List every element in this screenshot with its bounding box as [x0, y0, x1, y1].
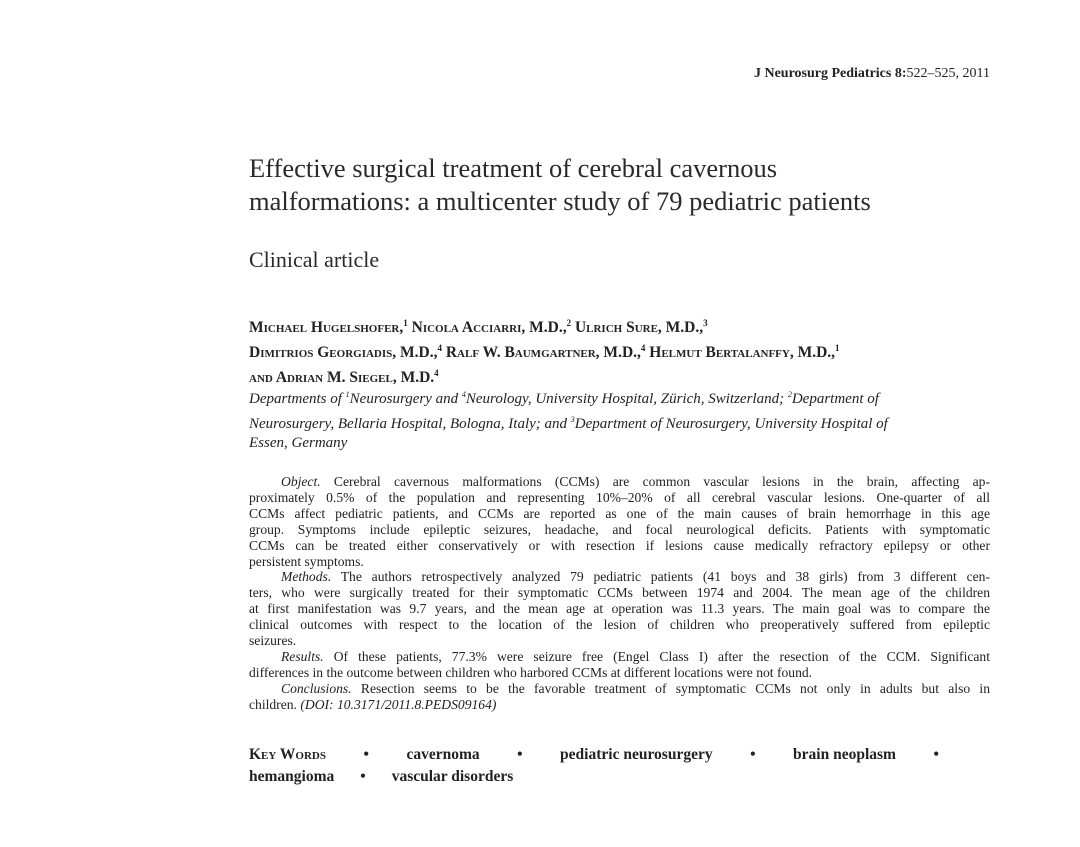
journal-pages: 522–525, 2011 — [906, 66, 990, 81]
abstract-line: at first manifestation was 9.7 years, and the mean age at operation was 11.3 years. The main goal was to compare the — [249, 601, 990, 617]
affil-sup: 4 — [640, 343, 646, 354]
abstract-line: persistent symptoms. — [249, 553, 364, 569]
keywords — [249, 744, 939, 788]
abstract-text: The authors retrospectively analyzed 79 pediatric patients (41 boys and 38 girls) from 3 different cen- — [331, 569, 990, 585]
affil-sup: 4 — [461, 390, 466, 399]
abstract-text: Resection seems to be the favorable treatment of symptomatic CCMs not only in adults but also in — [351, 680, 990, 696]
journal-name: J Neurosurg Pediatrics 8: — [753, 66, 907, 81]
affil-line: Essen, Germany — [249, 435, 348, 451]
keyword: brain neoplasm — [793, 746, 896, 763]
abstract-text: Cerebral cavernous malformations (CCMs) are common vascular lesions in the brain, affecting ap- — [320, 474, 990, 489]
keyword-row — [249, 744, 939, 766]
bullet: • — [750, 746, 756, 763]
abstract-line: ters, who were surgically treated for their symptomatic CCMs between 1974 and 2004. The mean age of the children — [249, 585, 990, 601]
affil-sup: 1 — [403, 318, 408, 328]
author: and Adrian M. Siegel, M.D. — [249, 369, 435, 387]
author: Ralf W. Baumgartner, M.D., — [445, 344, 641, 362]
article-title — [249, 152, 871, 218]
abstract-line: proximately 0.5% of the population and representing 10%–20% of all cerebral vascular lesions. One-quarter of all — [249, 489, 990, 505]
affil-text: Departments of — [249, 391, 346, 407]
title-line: Effective surgical treatment of cerebral cavernous — [249, 153, 778, 183]
keyword-row — [249, 766, 939, 788]
keyword: pediatric neurosurgery — [560, 746, 713, 763]
affil-sup: 3 — [703, 318, 708, 328]
abstract-line — [249, 697, 990, 713]
affil-sup: 1 — [835, 343, 840, 354]
affil-sup: 3 — [570, 414, 575, 424]
affil-sup: 2 — [787, 390, 792, 399]
author-line — [249, 338, 840, 363]
abstract-line — [249, 569, 990, 585]
author: Helmut Bertalanffy, M.D., — [649, 344, 836, 362]
article-type: Clinical article — [249, 247, 380, 272]
author-line — [249, 313, 840, 338]
author-list — [249, 313, 840, 388]
abstract-text: Of these patients, 77.3% were seizure free (Engel Class I) after the resection of the CCM. Significant — [323, 648, 990, 664]
abstract-line: group. Symptoms include epileptic seizures, headache, and focal neurological deficits. Patients with symptomatic — [249, 521, 990, 537]
affil-text: Department of Neurosurgery, University Hospital of — [574, 415, 888, 432]
keywords-label: Key Words — [249, 746, 326, 763]
affil-text: Department of — [791, 391, 879, 407]
affil-line — [249, 385, 989, 410]
affil-text: Neurosurgery and — [349, 391, 462, 407]
keyword: hemangioma — [249, 768, 335, 785]
abstract-text: children. — [249, 696, 301, 712]
abstract-line — [249, 474, 990, 490]
affil-sup: 4 — [434, 368, 439, 379]
bullet: • — [360, 768, 366, 785]
author: Dimitrios Georgiadis, M.D., — [249, 344, 438, 362]
abstract-line: differences in the outcome between children who harbored CCMs at different locations were not found. — [249, 664, 813, 680]
affil-sup: 4 — [437, 343, 442, 354]
keyword: vascular disorders — [391, 768, 514, 785]
abstract — [249, 474, 990, 713]
abstract-line: clinical outcomes with respect to the location of the lesion of children who preoperatively suffered from epileptic — [249, 617, 990, 633]
section-label-conclusions: Conclusions. — [281, 680, 352, 696]
affil-line — [249, 410, 989, 435]
section-label-methods: Methods. — [281, 569, 332, 585]
keyword: cavernoma — [406, 746, 480, 763]
doi: (DOI: 10.3171/2011.8.PEDS09164) — [300, 696, 497, 712]
affiliations — [249, 385, 989, 454]
section-label-results: Results. — [281, 648, 324, 664]
author: Michael Hugelshofer, — [249, 319, 404, 337]
bullet: • — [363, 746, 369, 763]
author: Nicola Acciarri, M.D., — [411, 319, 567, 337]
abstract-line: seizures. — [249, 633, 297, 649]
abstract-line — [249, 649, 990, 665]
abstract-line — [249, 681, 990, 697]
bullet: • — [517, 746, 523, 763]
bullet: • — [933, 746, 939, 763]
section-label-object: Object. — [281, 474, 321, 489]
abstract-line: CCMs affect pediatric patients, and CCMs are reported as one of the main causes of brain hemorrhage in this age — [249, 505, 990, 521]
affil-text: Neurosurgery, Bellaria Hospital, Bologna, Italy; and — [249, 415, 571, 432]
title-line: malformations: a multicenter study of 79 pediatric patients — [249, 186, 871, 216]
affil-sup: 1 — [345, 390, 350, 399]
author: Ulrich Sure, M.D., — [574, 319, 704, 337]
affil-sup: 2 — [566, 318, 572, 328]
journal-citation — [754, 66, 990, 82]
abstract-line: CCMs can be treated either conservatively or with resection if lesions cause medically refractory epilepsy or other — [249, 537, 990, 553]
affil-text: Neurology, University Hospital, Zürich, Switzerland; — [465, 391, 788, 407]
